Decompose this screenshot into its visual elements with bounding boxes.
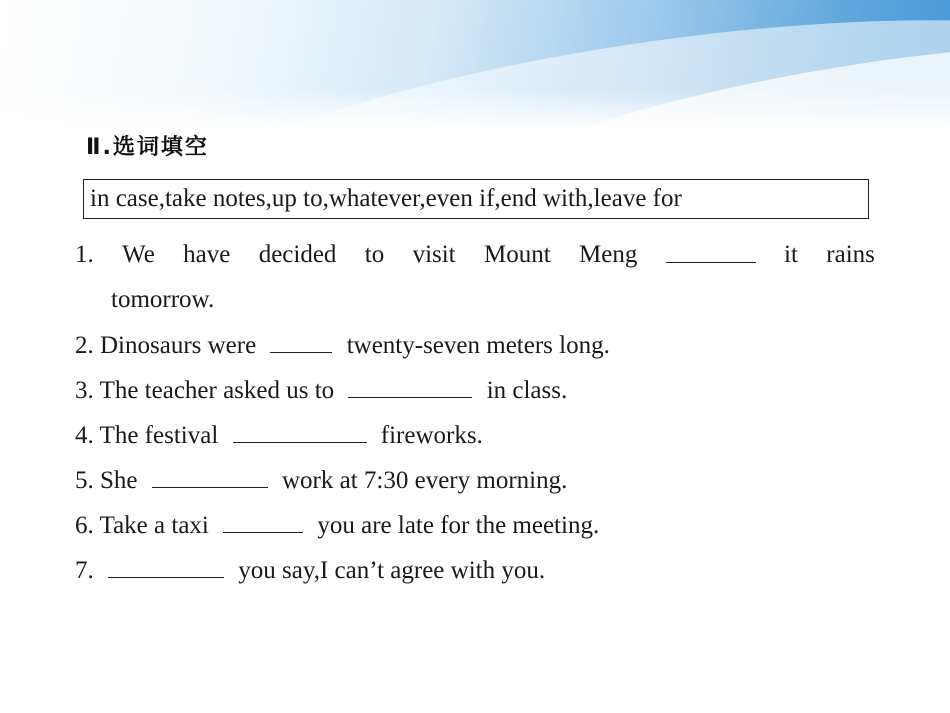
answer-blank[interactable]	[108, 555, 224, 578]
question-1-continuation: tomorrow.	[111, 286, 215, 313]
answer-blank[interactable]	[152, 465, 268, 488]
question-1	[75, 240, 875, 270]
question-text-after: twenty-seven meters long.	[346, 332, 610, 359]
question-text-after: fireworks.	[380, 422, 483, 449]
question-2	[75, 330, 610, 361]
question-word: Mount	[483, 241, 551, 268]
question-5	[75, 465, 567, 496]
question-text-before: Dinosaurs were	[100, 332, 257, 359]
banner-fade	[0, 90, 950, 130]
question-text-before: Take a taxi	[99, 512, 209, 539]
question-text-after: in class.	[486, 377, 568, 404]
question-number: 7.	[75, 557, 94, 584]
question-6	[75, 510, 599, 541]
answer-blank[interactable]	[270, 330, 332, 353]
question-text-before: The teacher asked us to	[99, 377, 335, 404]
question-word: visit	[412, 241, 456, 268]
question-word: to	[364, 241, 385, 268]
question-word: rains	[826, 241, 875, 268]
header-banner	[0, 0, 950, 130]
question-text-before: The festival	[99, 422, 219, 449]
question-word: We	[122, 241, 155, 268]
answer-blank[interactable]	[666, 240, 756, 263]
question-4	[75, 420, 483, 451]
question-word: decided	[258, 241, 337, 268]
answer-blank[interactable]	[223, 510, 303, 533]
word-bank-box	[83, 179, 869, 219]
question-number: 4.	[75, 422, 94, 449]
question-number: 1.	[75, 241, 94, 268]
word-bank-text: in case,take notes,up to,whatever,even if,end with,leave for	[90, 185, 682, 212]
question-number: 6.	[75, 512, 94, 539]
question-word: have	[183, 241, 231, 268]
question-text-after: work at 7:30 every morning.	[282, 467, 568, 494]
question-7	[75, 555, 545, 586]
question-3	[75, 375, 567, 406]
answer-blank[interactable]	[233, 420, 367, 443]
question-text-after: you are late for the meeting.	[317, 512, 600, 539]
question-number: 2.	[75, 332, 94, 359]
question-number: 3.	[75, 377, 94, 404]
question-word: it	[784, 241, 798, 268]
answer-blank[interactable]	[348, 375, 472, 398]
question-text-before: She	[100, 467, 138, 494]
question-text-after: you say,I can’t agree with you.	[238, 557, 546, 584]
section-title: Ⅱ.选词填空	[86, 135, 209, 160]
question-word: Meng	[579, 241, 638, 268]
question-number: 5.	[75, 467, 94, 494]
